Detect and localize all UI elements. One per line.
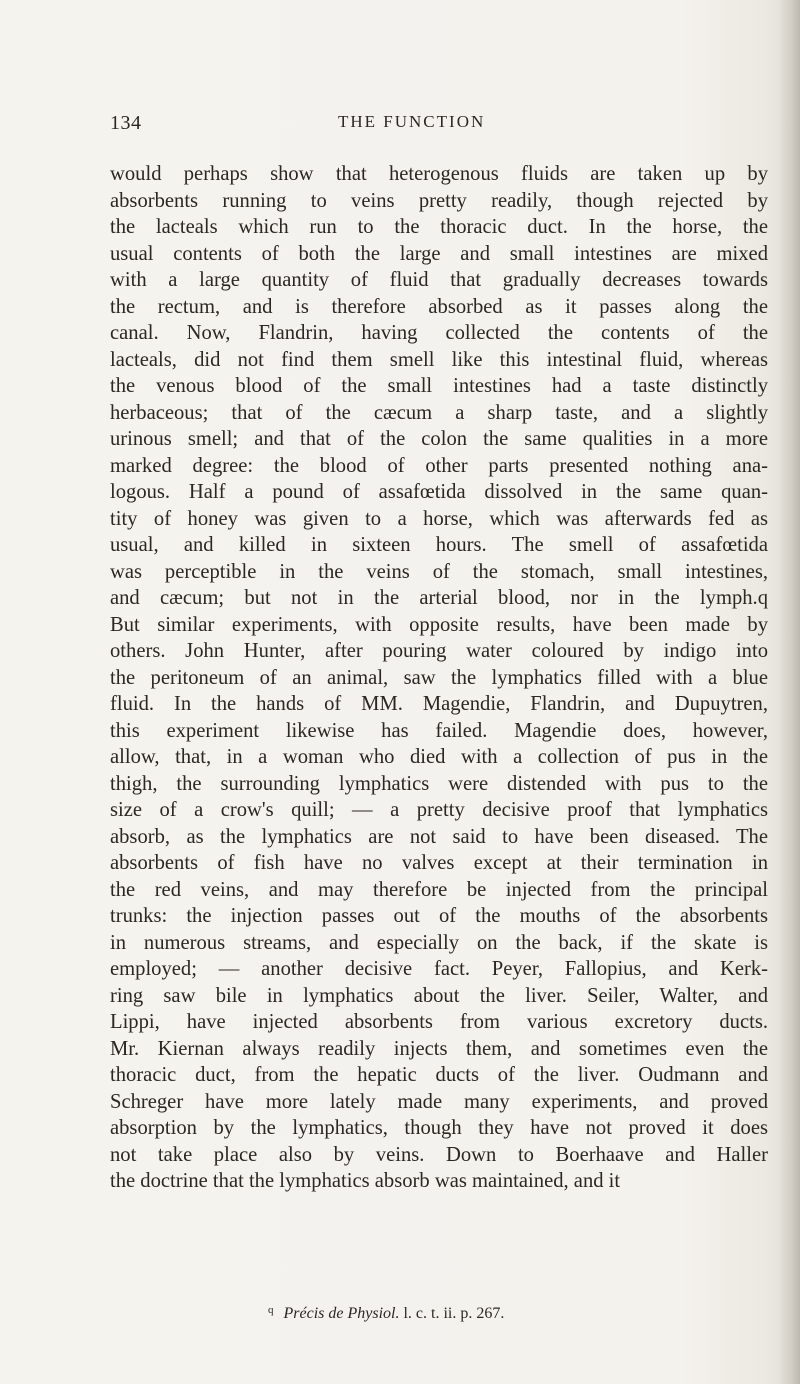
text-line: in numerous streams, and especially on the back, if the skate is: [110, 931, 768, 954]
text-line: allow, that, in a woman who died with a collection of pus in the: [110, 746, 768, 768]
footnote-reference: l. c. t. ii. p. 267.: [403, 1305, 505, 1322]
text-line: usual contents of both the large and small intestines are mixed: [110, 242, 768, 265]
page-edge-shadow: [778, 0, 800, 1384]
text-line: the venous blood of the small intestines had a taste distinctly: [110, 375, 768, 397]
text-line: But similar experiments, with opposite results, have been made by: [110, 613, 768, 636]
text-line: was perceptible in the veins of the stomach, small intestines,: [110, 560, 768, 583]
text-line: employed; — another decisive fact. Peyer, Fallopius, and Kerk-: [110, 958, 768, 980]
text-line: not take place also by veins. Down to Boerhaave and Haller: [110, 1143, 768, 1166]
text-line: with a large quantity of fluid that gradually decreases towards: [110, 269, 768, 291]
text-line: Lippi, have injected absorbents from various excretory ducts.: [110, 1011, 768, 1033]
text-line: logous. Half a pound of assafœtida dissolved in the same quan-: [110, 481, 768, 503]
text-line: absorption by the lymphatics, though they have not proved it does: [110, 1117, 768, 1139]
text-line: marked degree: the blood of other parts presented nothing ana-: [110, 454, 768, 477]
text-line: fluid. In the hands of MM. Magendie, Flandrin, and Dupuytren,: [110, 693, 768, 715]
text-line: tity of honey was given to a horse, which was afterwards fed as: [110, 507, 768, 530]
footnote-mark: q: [268, 1304, 274, 1316]
text-line: the rectum, and is therefore absorbed as it passes along the: [110, 295, 768, 318]
running-head: THE FUNCTION: [338, 112, 486, 131]
text-line: Schreger have more lately made many experiments, and proved: [110, 1090, 768, 1113]
page-number: 134: [110, 112, 142, 134]
text-line: herbaceous; that of the cæcum a sharp taste, and a slightly: [110, 401, 768, 424]
text-line: the peritoneum of an animal, saw the lymphatics filled with a blue: [110, 666, 768, 689]
text-line: canal. Now, Flandrin, having collected the contents of the: [110, 322, 768, 344]
text-line: trunks: the injection passes out of the mouths of the absorbents: [110, 905, 768, 927]
text-line: usual, and killed in sixteen hours. The smell of assafœtida: [110, 534, 768, 556]
text-line: this experiment likewise has failed. Magendie does, however,: [110, 719, 768, 742]
text-line: the red veins, and may therefore be injected from the principal: [110, 878, 768, 901]
text-line: ring saw bile in lymphatics about the liver. Seiler, Walter, and: [110, 984, 768, 1007]
text-line: lacteals, did not find them smell like this intestinal fluid, whereas: [110, 348, 768, 371]
text-line: thoracic duct, from the hepatic ducts of the liver. Oudmann and: [110, 1064, 768, 1086]
text-line: others. John Hunter, after pouring water coloured by indigo into: [110, 640, 768, 662]
text-line: Mr. Kiernan always readily injects them, and sometimes even the: [110, 1037, 768, 1060]
text-line: size of a crow's quill; — a pretty decisive proof that lymphatics: [110, 799, 768, 821]
page-header: [110, 112, 750, 140]
text-line: absorbents running to veins pretty readily, though rejected by: [110, 189, 768, 212]
text-line: urinous smell; and that of the colon the same qualities in a more: [110, 428, 768, 450]
text-line: absorb, as the lymphatics are not said to have been diseased. The: [110, 825, 768, 848]
text-line: absorbents of fish have no valves except at their termination in: [110, 852, 768, 874]
body-text: [110, 161, 768, 1195]
text-line: the lacteals which run to the thoracic duct. In the horse, the: [110, 216, 768, 238]
text-line: and cæcum; but not in the arterial blood, nor in the lymph.q: [110, 587, 768, 609]
text-line: thigh, the surrounding lymphatics were distended with pus to the: [110, 772, 768, 795]
text-line: the doctrine that the lymphatics absorb was maintained, and it: [110, 1170, 621, 1192]
text-line: would perhaps show that heterogenous fluids are taken up by: [110, 163, 768, 185]
footnote: [268, 1304, 504, 1323]
footnote-title: Précis de Physiol.: [283, 1305, 400, 1322]
